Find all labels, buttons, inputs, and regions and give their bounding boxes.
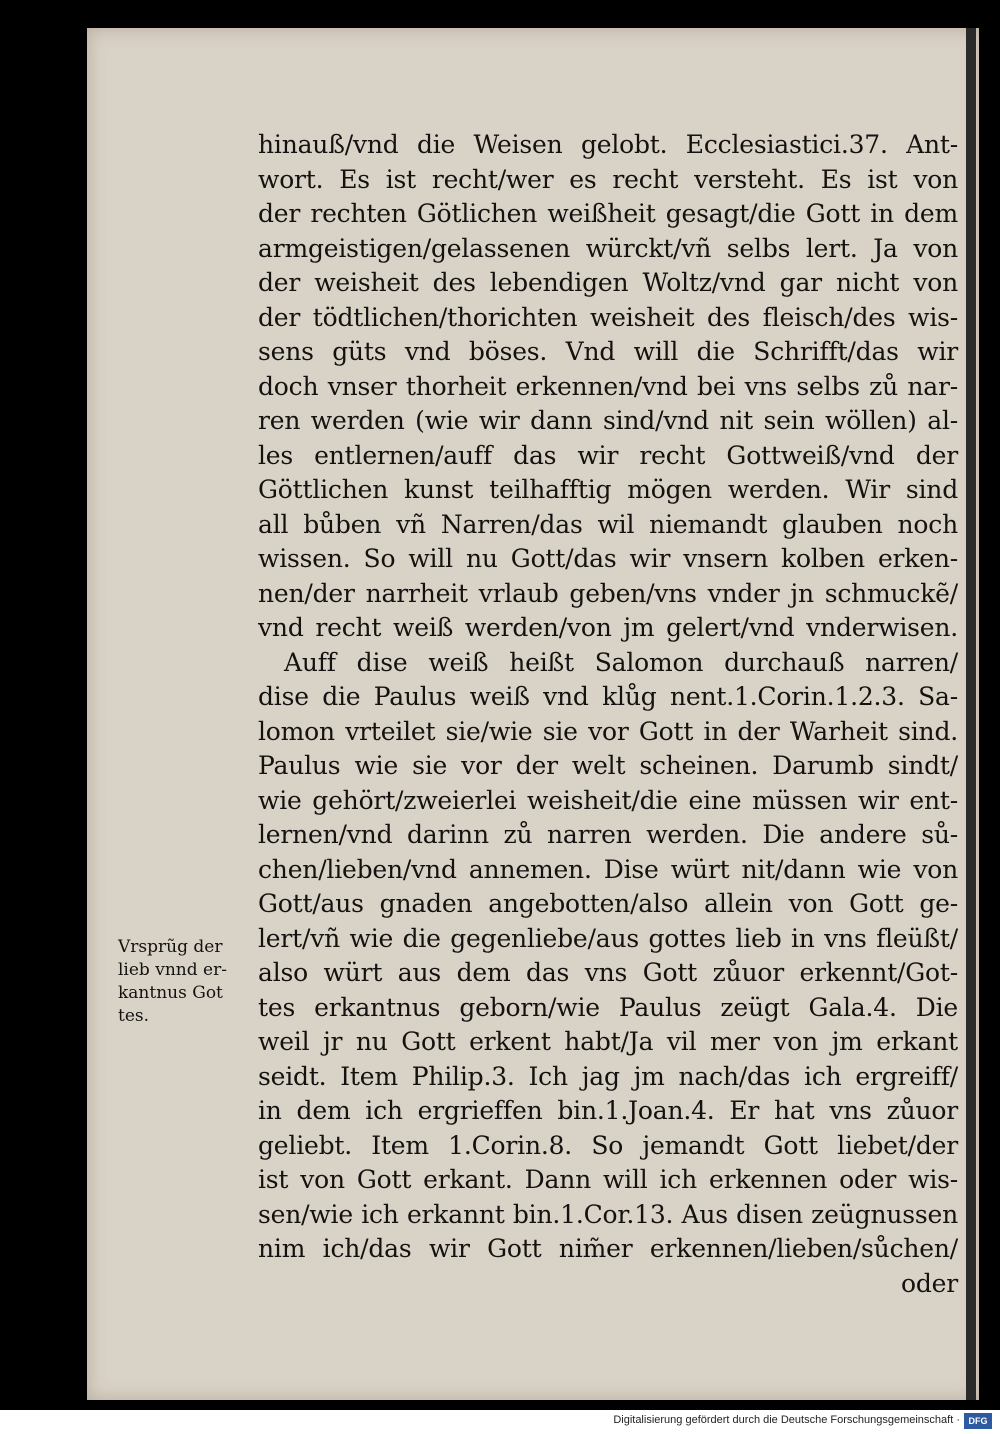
scan-edge (966, 28, 976, 1400)
text-line: sen/wie ich erkannt bin.1.Cor.13. Aus disen zeügnussen (258, 1199, 958, 1229)
text-line: lernen/vnd darinn zů narren werden. Die andere sů- (258, 820, 958, 849)
text-line: vnd recht weiß werden/von jm gelert/vnd vnderwisen. (258, 613, 958, 642)
text-line: doch vnser thorheit erkennen/vnd bei vns selbs zů nar- (258, 371, 958, 401)
footer-bar (0, 1410, 1000, 1434)
text-line: der rechten Götlichen weißheit gesagt/die Gott in dem (258, 199, 958, 228)
text-line: in dem ich ergrieffen bin.1.Joan.4. Er hat vns zůuor (258, 1096, 958, 1125)
text-line: also würt aus dem das vns Gott zůuor erkennt/Got- (258, 958, 958, 987)
text-line: nen/der narrheit vrlaub geben/vns vnder jn schmuckẽ/ (258, 578, 958, 608)
margin-note (118, 936, 258, 1028)
text-line: chen/lieben/vnd annemen. Dise würt nit/dann wie von (258, 854, 958, 884)
margin-note-line: Vrsprũg der (118, 937, 223, 957)
text-line: nim ich/das wir Gott nim̃er erkennen/lieben/sůchen/ (258, 1234, 958, 1263)
catchword: oder (900, 1268, 958, 1298)
text-line: lomon vrteilet sie/wie sie vor Gott in der Warheit sind. (258, 716, 958, 746)
text-line: weil jr nu Gott erkent habt/Ja vil mer von jm erkant (258, 1027, 958, 1056)
text-line: ist von Gott erkant. Dann will ich erkennen oder wis- (258, 1165, 958, 1194)
text-line: sens güts vnd böses. Vnd will die Schrifft/das wir (258, 337, 958, 366)
margin-note-line: lieb vnnd er- (118, 960, 227, 980)
text-line: hinauß/vnd die Weisen gelobt. Ecclesiastici.37. Ant- (258, 130, 958, 159)
text-line: all bůben vñ Narren/das wil niemandt glauben noch (258, 509, 958, 539)
text-line: dise die Paulus weiß vnd klůg nent.1.Corin.1.2.3. Sa- (258, 682, 958, 711)
margin-note-line: tes. (118, 1006, 150, 1026)
text-line: Gott/aus gnaden angebotten/also allein von Gott ge- (258, 889, 958, 918)
dfg-logo-icon: DFG (964, 1413, 992, 1429)
text-line: Auff dise weiß heißt Salomon durchauß narren/ (284, 647, 958, 677)
text-line: der tödtlichen/thorichten weisheit des fleisch/des wis- (258, 302, 958, 332)
body-text (258, 128, 958, 1301)
text-line: wort. Es ist recht/wer es recht versteht. Es ist von (258, 164, 958, 194)
text-line: ren werden (wie wir dann sind/vnd nit sein wöllen) al- (258, 406, 958, 435)
text-line: Göttlichen kunst teilhafftig mögen werden. Wir sind (258, 475, 958, 504)
text-line: lert/vñ wie die gegenliebe/aus gottes lieb in vns fleüßt/ (258, 923, 958, 953)
text-line: wie gehört/zweierlei weisheit/die eine müssen wir ent- (258, 785, 958, 815)
margin-note-line: kantnus Got (118, 983, 223, 1003)
text-line: seidt. Item Philip.3. Ich jag jm nach/das ich ergreiff/ (258, 1061, 958, 1091)
text-line: der weisheit des lebendigen Woltz/vnd gar nicht von (258, 268, 958, 297)
text-line: tes erkantnus geborn/wie Paulus zeügt Gala.4. Die (258, 992, 958, 1022)
text-line: les entlernen/auff das wir recht Gottweiß/vnd der (258, 440, 958, 470)
text-line: armgeistigen/gelassenen würckt/vñ selbs lert. Ja von (258, 233, 958, 263)
text-line: wissen. So will nu Gott/das wir vnsern kolben erken- (258, 544, 958, 573)
text-line: Paulus wie sie vor der welt scheinen. Darumb sindt/ (258, 751, 958, 780)
text-line: geliebt. Item 1.Corin.8. So jemandt Gott liebet/der (258, 1130, 958, 1160)
footer-credit: Digitalisierung gefördert durch die Deutsche Forschungsgemeinschaft · (613, 1414, 960, 1426)
